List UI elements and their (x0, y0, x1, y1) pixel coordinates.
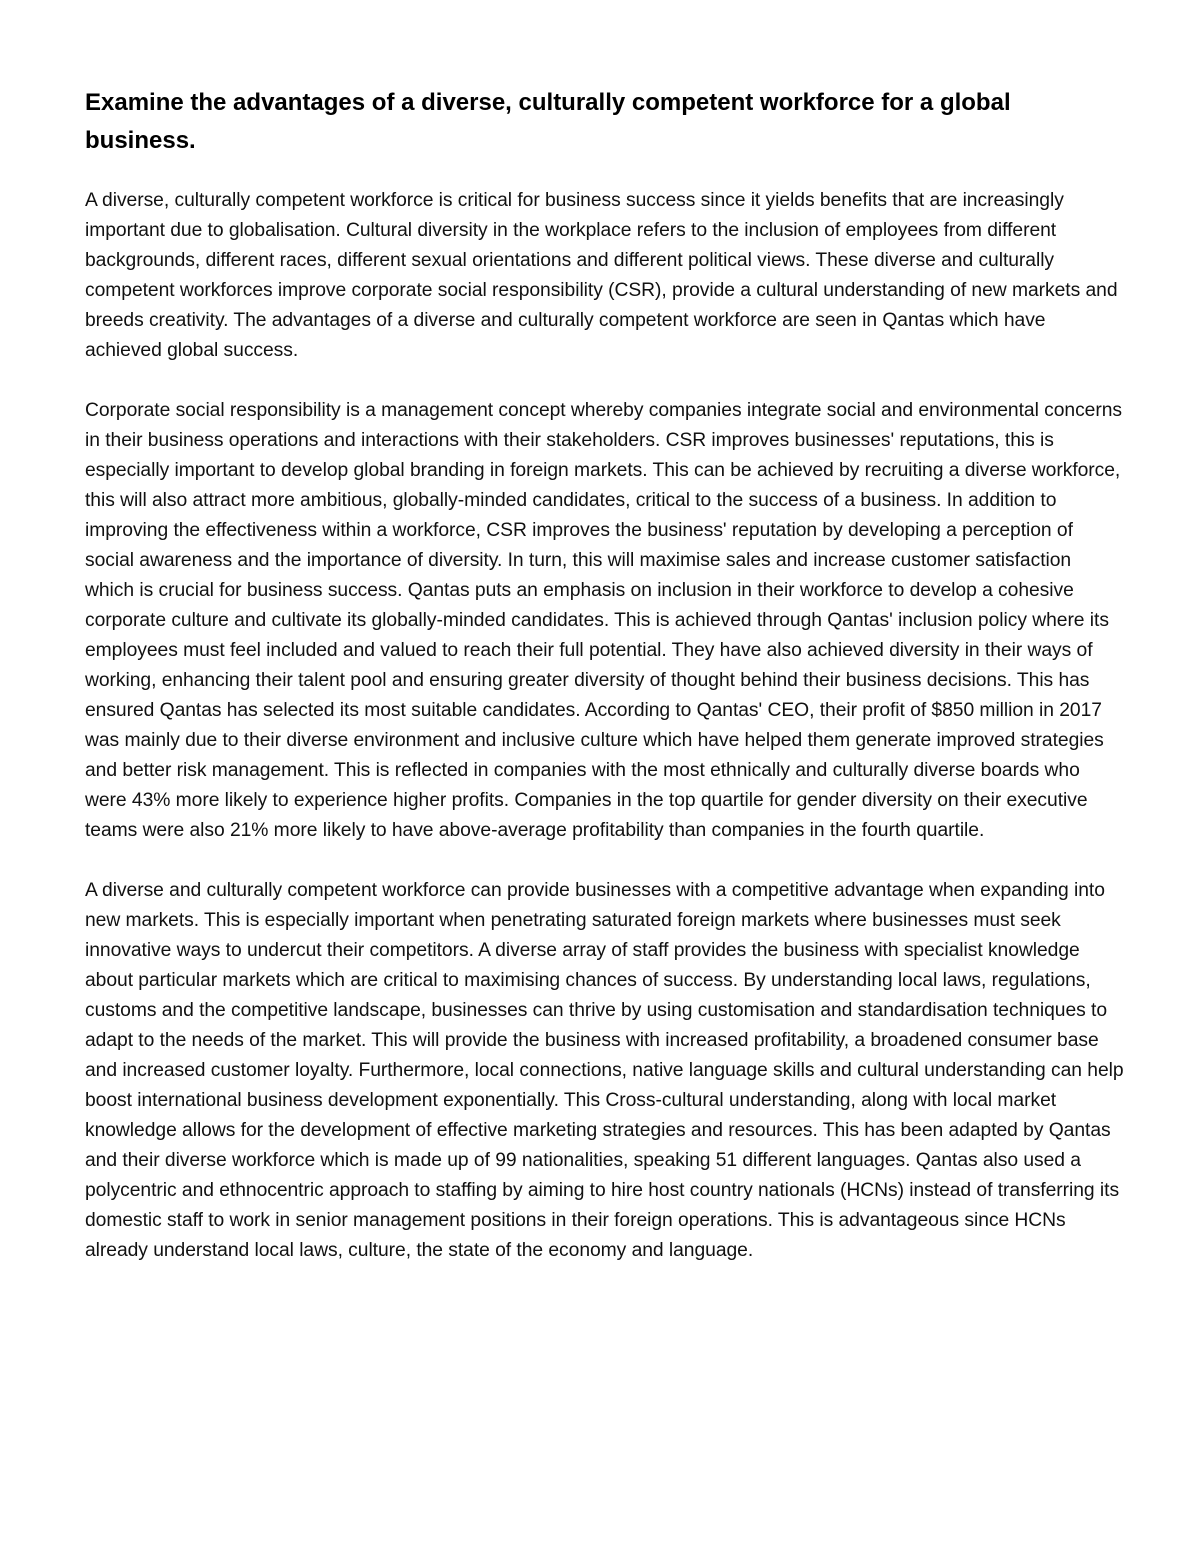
paragraph-csr: Corporate social responsibility is a management concept whereby companies integrate social and environmental concerns in their business operations and interactions with their stakeholders. CSR improves businesses' reputations, this is especially important to develop global branding in foreign markets. This can be achieved by recruiting a diverse workforce, this will also attract more ambitious, globally-minded candidates, critical to the success of a business. In addition to improving the effectiveness within a workforce, CSR improves the business' reputation by developing a perception of social awareness and the importance of diversity. In turn, this will maximise sales and increase customer satisfaction which is crucial for business success. Qantas puts an emphasis on inclusion in their workforce to develop a cohesive corporate culture and cultivate its globally-minded candidates. This is achieved through Qantas' inclusion policy where its employees must feel included and valued to reach their full potential. They have also achieved diversity in their ways of working, enhancing their talent pool and ensuring greater diversity of thought behind their business decisions. This has ensured Qantas has selected its most suitable candidates. According to Qantas' CEO, their profit of $850 million in 2017 was mainly due to their diverse environment and inclusive culture which have helped them generate improved strategies and better risk management. This is reflected in companies with the most ethnically and culturally diverse boards who were 43% more likely to experience higher profits. Companies in the top quartile for gender diversity on their executive teams were also 21% more likely to have above-average profitability than companies in the fourth quartile. (85, 400, 1122, 841)
page-title: Examine the advantages of a diverse, culturally competent workforce for a global business. (85, 89, 1011, 154)
paragraph-introduction: A diverse, culturally competent workforce is critical for business success since it yields benefits that are increasingly important due to globalisation. Cultural diversity in the workplace refers to the inclusion of employees from different backgrounds, different races, different sexual orientations and different political views. These diverse and culturally competent workforces improve corporate social responsibility (CSR), provide a cultural understanding of new markets and breeds creativity. The advantages of a diverse and culturally competent workforce are seen in Qantas which have achieved global success. (85, 190, 1118, 361)
paragraph-new-markets: A diverse and culturally competent workforce can provide businesses with a competitive advantage when expanding into new markets. This is especially important when penetrating saturated foreign markets where businesses must seek innovative ways to undercut their competitors. A diverse array of staff provides the business with specialist knowledge about particular markets which are critical to maximising chances of success. By understanding local laws, regulations, customs and the competitive landscape, businesses can thrive by using customisation and standardisation techniques to adapt to the needs of the market. This will provide the business with increased profitability, a broadened consumer base and increased customer loyalty. Furthermore, local connections, native language skills and cultural understanding can help boost international business development exponentially. This Cross-cultural understanding, along with local market knowledge allows for the development of effective marketing strategies and resources. This has been adapted by Qantas and their diverse workforce which is made up of 99 nationalities, speaking 51 different languages. Qantas also used a polycentric and ethnocentric approach to staffing by aiming to hire host country nationals (HCNs) instead of transferring its domestic staff to work in senior management positions in their foreign operations. This is advantageous since HCNs already understand local laws, culture, the state of the economy and language. (85, 880, 1124, 1261)
document-page (85, 84, 1125, 1296)
